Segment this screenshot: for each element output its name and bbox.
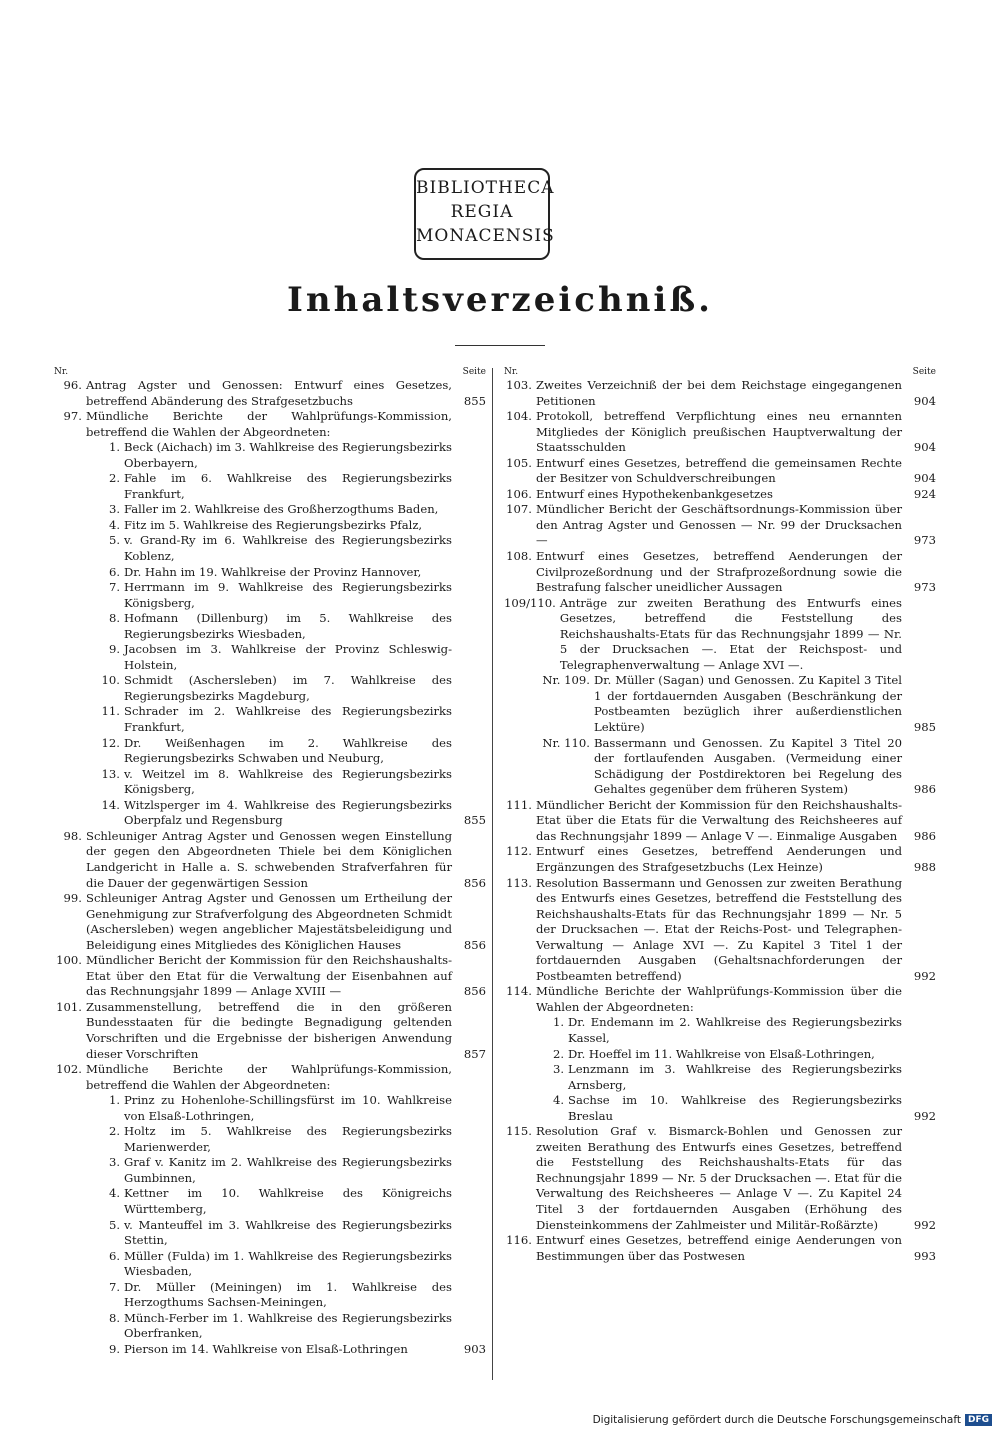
- nr-header: Nr.: [504, 367, 519, 377]
- sub-entry: [538, 1047, 936, 1063]
- sub-entry: [94, 704, 486, 735]
- entry-number: 103.: [506, 378, 532, 392]
- sub-text: v. Manteuffel im 3. Wahlkreise des Regierungsbezirks Stettin,: [124, 1217, 452, 1248]
- toc-entry: [504, 876, 936, 985]
- toc-entry: [504, 549, 936, 596]
- toc-entry: [504, 844, 936, 875]
- entry-number: 97.: [63, 409, 82, 424]
- toc-entry: [54, 829, 486, 891]
- sub-text: Münch-Ferber im 1. Wahlkreise des Regierungsbezirks Oberfranken,: [124, 1310, 452, 1341]
- sub-text: Dr. Müller (Sagan) und Genossen. Zu Kapitel 3 Titel 1 der fortdauernden Ausgaben (Beschränkung der Postbeamten bezüglich ihrer außerdienstlichen Lektüre): [594, 673, 902, 735]
- sub-page: 903: [463, 1341, 486, 1356]
- entry-page: 992: [913, 1217, 936, 1232]
- entry-sublist: [538, 1015, 936, 1124]
- column-divider: [492, 368, 493, 1380]
- sub-entry: [538, 673, 936, 735]
- sub-page: 855: [463, 813, 486, 828]
- sub-number: 2.: [108, 1124, 120, 1139]
- sub-text: Dr. Hoeffel im 11. Wahlkreise von Elsaß-Lothringen,: [568, 1046, 875, 1061]
- sub-number: 6.: [108, 1248, 120, 1263]
- sub-number: 12.: [101, 735, 120, 750]
- entry-number: 112.: [506, 844, 532, 859]
- footer-text: Digitalisierung gefördert durch die Deutsche Forschungsgemeinschaft: [592, 1414, 961, 1426]
- entry-page: 856: [463, 937, 486, 952]
- entry-number: 100.: [56, 953, 82, 968]
- sub-number: 4.: [108, 517, 120, 532]
- entry-text: Protokoll, betreffend Verpflichtung eines neu ernannten Mitgliedes der Königlich preußischen Hauptverwaltung der Staatsschulden: [536, 409, 902, 455]
- entry-page: 856: [463, 875, 486, 890]
- entry-sublist: [538, 673, 936, 797]
- sub-page: 985: [913, 720, 936, 735]
- entry-number: 107.: [506, 502, 532, 517]
- sub-number: 1.: [108, 1093, 120, 1108]
- entry-text: Entwurf eines Hypothekenbankgesetzes: [536, 486, 773, 501]
- sub-text: Dr. Müller (Meiningen) im 1. Wahlkreise des Herzogthums Sachsen-Meiningen,: [124, 1279, 452, 1310]
- entry-text: Resolution Bassermann und Genossen zur zweiten Berathung des Entwurfs eines Gesetzes, betreffend die Feststellung des Reichshaushalts-Etats für das Rechnungsjahr 1899 — Nr. 5 der Drucksachen —. Etat der Reichs-Post- und Telegraphen-Verwaltung — Anlage XVI —. Zu Kapitel 3 Titel 1 der fortdauernden Ausgaben (Gehaltsnachforderungen der Postbeamten betreffend): [536, 875, 902, 983]
- sub-text: Müller (Fulda) im 1. Wahlkreise des Regierungsbezirks Wiesbaden,: [124, 1248, 452, 1279]
- entry-page: 988: [913, 859, 936, 874]
- nr-header: Nr.: [54, 367, 69, 377]
- sub-number: 14.: [101, 797, 120, 812]
- entry-text: Entwurf eines Gesetzes, betreffend Aenderungen der Civilprozeßordnung und der Strafprozeßordnung sowie die Bestrafung falscher uneidlicher Aussagen: [536, 549, 902, 595]
- sub-entry: [538, 1015, 936, 1046]
- entry-page: 973: [913, 580, 936, 595]
- sub-entry: [538, 736, 936, 798]
- entry-text: Zusammenstellung, betreffend die in den größeren Bundesstaaten für die bedingte Begnadigung geltenden Vorschriften und die Ergebnisse der bisherigen Anwendung dieser Vorschriften: [86, 999, 452, 1061]
- toc-entry: [504, 984, 936, 1015]
- library-stamp: [414, 168, 555, 260]
- entry-page: 973: [913, 533, 936, 548]
- entry-number: 109/110.: [504, 595, 556, 610]
- entry-text: Anträge zur zweiten Berathung des Entwurfs eines Gesetzes, betreffend die Feststellung des Reichshaushalts-Etats für das Rechnungsjahr 1899 — Nr. 5 der Drucksachen —. Etat der Reichspost- und Telegraphenverwaltung — Anlage XVI —.: [559, 595, 902, 672]
- sub-text: Dr. Hahn im 19. Wahlkreise der Provinz Hannover,: [124, 564, 422, 579]
- toc-entry: [504, 487, 936, 503]
- sub-entry: [94, 1342, 486, 1358]
- entry-page: 986: [913, 828, 936, 843]
- entry-number: 99.: [63, 891, 82, 906]
- sub-text: Kettner im 10. Wahlkreise des Königreichs Württemberg,: [124, 1186, 452, 1216]
- sub-number: 7.: [108, 1279, 120, 1294]
- sub-number: 11.: [101, 704, 120, 719]
- entry-text: Entwurf eines Gesetzes, betreffend die gemeinsamen Rechte der Besitzer von Schuldverschreibungen: [536, 455, 902, 486]
- toc-entry: [504, 409, 936, 456]
- title-rule: [455, 345, 545, 346]
- entry-number: 102.: [56, 1062, 82, 1077]
- sub-entry: [94, 1093, 486, 1124]
- toc-entry: [54, 409, 486, 440]
- sub-number: 6.: [108, 564, 120, 579]
- sub-entry: [94, 673, 486, 704]
- entry-text: Resolution Graf v. Bismarck-Bohlen und Genossen zur zweiten Berathung des Entwurfs eines Gesetzes, betreffend die Feststellung des Reichshaushalts-Etats für das Rechnungsjahr 1899 — Nr. 5 der Drucksachen —. Etat für die Verwaltung des Reichsheeres — Anlage V —. Zu Kapitel 24 Titel 3 der fortdauernden Ausgaben (Erhöhung des Diensteinkommens der Zahlmeister und Militär-Roßärzte): [536, 1124, 902, 1232]
- entry-sublist: [94, 1093, 486, 1357]
- sub-number: 7.: [108, 580, 120, 595]
- toc-entry: [54, 1000, 486, 1062]
- entry-text: Entwurf eines Gesetzes, betreffend Aenderungen und Ergänzungen des Strafgesetzbuchs (Lex Heinze): [536, 844, 902, 874]
- entry-number: 105.: [506, 455, 532, 470]
- entry-page: 992: [913, 968, 936, 983]
- toc-entry: [54, 1062, 486, 1093]
- sub-text: Fitz im 5. Wahlkreise des Regierungsbezirks Pfalz,: [124, 517, 423, 532]
- sub-text: v. Grand-Ry im 6. Wahlkreise des Regierungsbezirks Koblenz,: [124, 533, 452, 564]
- sub-text: Beck (Aichach) im 3. Wahlkreise des Regierungsbezirks Oberbayern,: [124, 440, 452, 470]
- entry-number: 108.: [506, 549, 532, 564]
- sub-entry: [94, 580, 486, 611]
- entry-text: Mündliche Berichte der Wahlprüfungs-Kommission über die Wahlen der Abgeordneten:: [536, 984, 902, 1014]
- sub-text: Dr. Endemann im 2. Wahlkreise des Regierungsbezirks Kassel,: [568, 1015, 902, 1045]
- entry-page: 855: [463, 393, 486, 408]
- stamp-line-2: REGIA: [450, 202, 514, 222]
- sub-number: 1.: [108, 440, 120, 455]
- sub-number: Nr. 109.: [542, 673, 590, 688]
- sub-text: Schmidt (Aschersleben) im 7. Wahlkreise des Regierungsbezirks Magdeburg,: [124, 673, 452, 703]
- sub-text: Jacobsen im 3. Wahlkreise der Provinz Schleswig-Holstein,: [124, 642, 452, 672]
- sub-entry: [94, 1186, 486, 1217]
- sub-entry: [538, 1093, 936, 1124]
- entry-text: Mündlicher Bericht der Kommission für den Reichshaushalts-Etat über den Etat für die Verwaltung der Eisenbahnen auf das Rechnungsjahr 1899 — Anlage XVIII —: [86, 953, 452, 999]
- entry-text: Schleuniger Antrag Agster und Genossen wegen Einstellung der gegen den Abgeordneten Thiele bei dem Königlichen Landgericht in Halle a. S. schwebenden Strafverfahren für die Dauer der gegenwärtigen Session: [86, 828, 452, 890]
- sub-number: 8.: [108, 611, 120, 626]
- sub-entry: [94, 1155, 486, 1186]
- sub-text: Hofmann (Dillenburg) im 5. Wahlkreise des Regierungsbezirks Wiesbaden,: [124, 611, 452, 641]
- entry-page: 856: [463, 984, 486, 999]
- sub-number: 13.: [101, 766, 120, 781]
- toc-entry: [504, 378, 936, 409]
- sub-number: 3.: [108, 1155, 120, 1170]
- entry-number: 96.: [63, 378, 82, 392]
- entry-number: 98.: [63, 828, 82, 843]
- entry-text: Mündliche Berichte der Wahlprüfungs-Kommission, betreffend die Wahlen der Abgeordneten:: [86, 1062, 452, 1092]
- right-column: [504, 366, 936, 1264]
- entry-page: 904: [913, 393, 936, 408]
- sub-text: Faller im 2. Wahlkreise des Großherzogthums Baden,: [124, 502, 439, 517]
- entry-page: 924: [913, 486, 936, 501]
- dfg-logo-icon: DFG: [965, 1414, 992, 1426]
- entry-number: 104.: [506, 409, 532, 424]
- sub-text: Herrmann im 9. Wahlkreise des Regierungsbezirks Königsberg,: [124, 580, 452, 610]
- entry-number: 106.: [506, 486, 532, 501]
- entry-text: Schleuniger Antrag Agster und Genossen um Ertheilung der Genehmigung zur Strafverfolgung des Abgeordneten Schmidt (Aschersleben) wegen angeblicher Majestätsbeleidigung und Beleidigung eines Mitgliedes des Königlichen Hauses: [86, 891, 452, 952]
- sub-number: 5.: [108, 533, 120, 548]
- sub-entry: [94, 798, 486, 829]
- sub-entry: [538, 1062, 936, 1093]
- toc-entry: [54, 953, 486, 1000]
- sub-number: 9.: [108, 1341, 120, 1356]
- entry-page: 904: [913, 471, 936, 486]
- page-title: Inhaltsverzeichniß.: [286, 280, 714, 320]
- sub-number: Nr. 110.: [542, 735, 590, 750]
- entry-text: Zweites Verzeichniß der bei dem Reichstage eingegangenen Petitionen: [536, 378, 902, 408]
- seite-header: Seite: [912, 367, 936, 377]
- stamp-line-3: MONACENSIS: [416, 226, 555, 246]
- entry-text: Mündlicher Bericht der Geschäftsordnungs-Kommission über den Antrag Agster und Genossen — Nr. 99 der Drucksachen —: [536, 502, 902, 548]
- toc-entry: [504, 596, 936, 674]
- entry-number: 114.: [506, 984, 532, 999]
- toc-entry: [504, 798, 936, 845]
- entry-number: 115.: [506, 1124, 532, 1139]
- sub-number: 8.: [108, 1310, 120, 1325]
- toc-entry: [54, 891, 486, 953]
- sub-text: Graf v. Kanitz im 2. Wahlkreise des Regierungsbezirks Gumbinnen,: [124, 1155, 452, 1185]
- sub-text: Pierson im 14. Wahlkreise von Elsaß-Lothringen: [124, 1341, 408, 1356]
- toc-entry: [504, 502, 936, 549]
- sub-entry: [94, 1218, 486, 1249]
- sub-entry: [94, 518, 486, 534]
- entry-page: 857: [463, 1046, 486, 1061]
- column-header: [504, 366, 936, 378]
- sub-text: Dr. Weißenhagen im 2. Wahlkreise des Regierungsbezirks Schwaben und Neuburg,: [124, 735, 452, 766]
- sub-number: 3.: [552, 1062, 564, 1077]
- sub-entry: [94, 1311, 486, 1342]
- sub-page: 992: [913, 1108, 936, 1123]
- sub-number: 10.: [101, 673, 120, 688]
- entry-number: 101.: [56, 999, 82, 1014]
- sub-page: 986: [913, 782, 936, 797]
- sub-number: 9.: [108, 642, 120, 657]
- entry-number: 111.: [506, 797, 532, 812]
- sub-text: Sachse im 10. Wahlkreise des Regierungsbezirks Breslau: [568, 1093, 902, 1123]
- entry-number: 116.: [506, 1233, 532, 1248]
- stamp-line-1: BIBLIOTHECA: [416, 178, 555, 198]
- sub-text: Fahle im 6. Wahlkreise des Regierungsbezirks Frankfurt,: [124, 471, 452, 501]
- entry-text: Mündlicher Bericht der Kommission für den Reichshaushalts-Etat über die Etats für die Verwaltung des Reichsheeres auf das Rechnungsjahr 1899 — Anlage V —. Einmalige Ausgaben: [536, 797, 902, 843]
- sub-text: Schrader im 2. Wahlkreise des Regierungsbezirks Frankfurt,: [124, 704, 452, 735]
- sub-text: Holtz im 5. Wahlkreise des Regierungsbezirks Marienwerder,: [124, 1124, 452, 1154]
- sub-number: 2.: [552, 1046, 564, 1061]
- sub-number: 3.: [108, 502, 120, 517]
- left-column: [54, 366, 486, 1357]
- sub-entry: [94, 502, 486, 518]
- sub-entry: [94, 1249, 486, 1280]
- sub-entry: [94, 440, 486, 471]
- sub-entry: [94, 736, 486, 767]
- entry-text: Antrag Agster und Genossen: Entwurf eines Gesetzes, betreffend Abänderung des Strafgesetzbuchs: [86, 378, 452, 408]
- sub-number: 4.: [552, 1093, 564, 1108]
- sub-entry: [94, 1280, 486, 1311]
- sub-entry: [94, 642, 486, 673]
- seite-header: Seite: [462, 367, 486, 377]
- footer: [593, 1414, 992, 1426]
- toc-entry: [504, 1233, 936, 1264]
- entry-text: Entwurf eines Gesetzes, betreffend einige Aenderungen von Bestimmungen über das Postwesen: [536, 1233, 902, 1263]
- sub-number: 5.: [108, 1217, 120, 1232]
- sub-number: 1.: [552, 1015, 564, 1030]
- toc-entry: [54, 378, 486, 409]
- entry-sublist: [94, 440, 486, 829]
- toc-entry: [504, 456, 936, 487]
- entry-page: 993: [913, 1248, 936, 1263]
- sub-entry: [94, 1124, 486, 1155]
- entry-number: 113.: [506, 875, 532, 890]
- sub-number: 4.: [108, 1186, 120, 1201]
- sub-text: Witzlsperger im 4. Wahlkreise des Regierungsbezirks Oberpfalz und Regensburg: [124, 797, 452, 828]
- toc-entry: [504, 1124, 936, 1233]
- sub-text: Prinz zu Hohenlohe-Schillingsfürst im 10. Wahlkreise von Elsaß-Lothringen,: [124, 1093, 452, 1123]
- sub-entry: [94, 611, 486, 642]
- sub-entry: [94, 565, 486, 581]
- sub-entry: [94, 767, 486, 798]
- entry-text: Mündliche Berichte der Wahlprüfungs-Kommission, betreffend die Wahlen der Abgeordneten:: [86, 409, 452, 439]
- sub-number: 2.: [108, 471, 120, 486]
- sub-text: Bassermann und Genossen. Zu Kapitel 3 Titel 20 der fortlaufenden Ausgaben. (Vermeidung einer Schädigung der Postdirektoren bei Regelung des Gehaltes gegenüber dem früheren System): [594, 735, 902, 797]
- sub-text: v. Weitzel im 8. Wahlkreise des Regierungsbezirks Königsberg,: [124, 766, 452, 797]
- sub-entry: [94, 471, 486, 502]
- sub-entry: [94, 533, 486, 564]
- entry-page: 904: [913, 440, 936, 455]
- column-header: [54, 366, 486, 378]
- sub-text: Lenzmann im 3. Wahlkreise des Regierungsbezirks Arnsberg,: [568, 1062, 902, 1092]
